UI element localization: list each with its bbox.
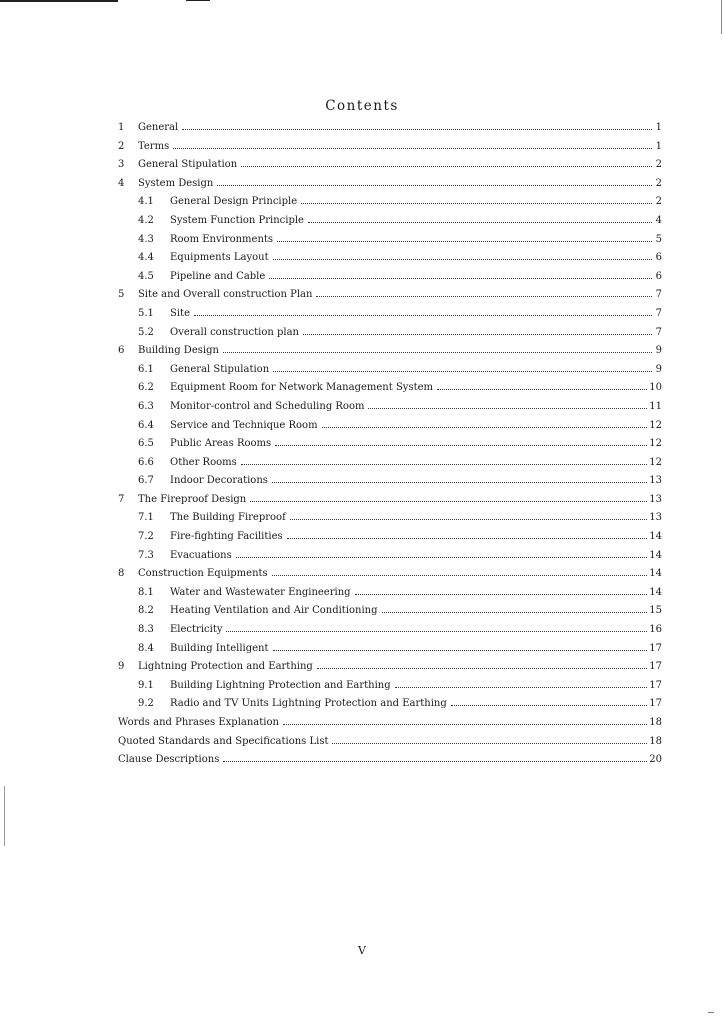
- toc-dot-leader: [451, 705, 647, 706]
- toc-entry: [118, 138, 662, 157]
- toc-entry-page: 7: [655, 289, 662, 301]
- toc-entry-number: 4.4: [138, 252, 154, 264]
- toc-entry-page: 18: [649, 735, 662, 747]
- toc-entry: [118, 417, 662, 436]
- toc-entry: [118, 565, 662, 584]
- toc-entry-page: 5: [655, 233, 662, 245]
- toc-entry-page: 12: [649, 419, 662, 431]
- toc-entry: [118, 751, 662, 770]
- toc-entry-number: 8.2: [138, 605, 154, 617]
- toc-entry-label: Clause Descriptions: [118, 754, 220, 766]
- toc-entry-page: 17: [649, 679, 662, 691]
- toc-entry-page: 14: [649, 586, 662, 598]
- toc-entry: [118, 491, 662, 510]
- toc-entry-label: Indoor Decorations: [170, 475, 268, 487]
- toc-entry-label: Pipeline and Cable: [170, 270, 266, 282]
- toc-entry-label: System Design: [138, 177, 214, 189]
- toc-dot-leader: [223, 352, 652, 353]
- toc-entry-number: 6.3: [138, 400, 154, 412]
- toc-entry-label: Electricity: [170, 624, 223, 636]
- toc-dot-leader: [368, 408, 647, 409]
- toc-entry: [118, 454, 662, 473]
- toc-entry: [118, 268, 662, 287]
- toc-entry-label: Building Design: [138, 345, 219, 357]
- toc-entry: [118, 472, 662, 491]
- toc-dot-leader: [332, 743, 647, 744]
- toc-entry-label: General: [138, 122, 179, 133]
- toc-dot-leader: [287, 538, 648, 539]
- toc-entry-page: 12: [649, 456, 662, 468]
- toc-dot-leader: [223, 761, 647, 762]
- toc-dot-leader: [236, 557, 648, 558]
- toc-entry-label: General Stipulation: [170, 363, 270, 375]
- toc-entry-page: 16: [649, 624, 662, 636]
- toc-entry: [118, 584, 662, 603]
- scan-edge-line: [0, 0, 118, 2]
- toc-entry-number: 4.5: [138, 270, 154, 282]
- toc-entry: [118, 305, 662, 324]
- toc-entry-page: 13: [649, 493, 662, 505]
- toc-entry: [118, 212, 662, 231]
- toc-dot-leader: [355, 594, 648, 595]
- table-of-contents: [118, 119, 662, 770]
- scan-edge-line: [708, 1012, 714, 1013]
- page-title: Contents: [325, 98, 399, 114]
- toc-entry-label: Room Environments: [170, 233, 274, 245]
- toc-entry-page: 2: [655, 196, 662, 208]
- toc-entry-number: 8: [118, 568, 125, 580]
- toc-entry-label: The Fireproof Design: [138, 493, 247, 505]
- toc-entry-number: 4.3: [138, 233, 154, 245]
- toc-entry: [118, 342, 662, 361]
- toc-dot-leader: [303, 334, 652, 335]
- toc-dot-leader: [382, 612, 648, 613]
- toc-entry-label: Public Areas Rooms: [170, 438, 272, 450]
- toc-entry-number: 6.2: [138, 382, 154, 394]
- toc-entry-label: Quoted Standards and Specifications List: [118, 735, 329, 747]
- toc-entry: [118, 695, 662, 714]
- toc-entry-label: Evacuations: [170, 549, 232, 561]
- toc-entry: [118, 640, 662, 659]
- toc-dot-leader: [322, 427, 648, 428]
- toc-dot-leader: [269, 278, 652, 279]
- toc-entry-number: 4.2: [138, 214, 154, 226]
- toc-dot-leader: [275, 445, 647, 446]
- toc-entry-number: 7.2: [138, 531, 154, 543]
- toc-entry-page: 18: [649, 717, 662, 728]
- scan-edge-line: [4, 786, 5, 846]
- toc-entry-label: Building Intelligent: [170, 642, 269, 654]
- toc-dot-leader: [273, 371, 652, 372]
- toc-entry-page: 2: [655, 177, 662, 189]
- toc-entry: [118, 509, 662, 528]
- toc-dot-leader: [317, 668, 647, 669]
- toc-entry: [118, 733, 662, 752]
- toc-dot-leader: [273, 650, 648, 651]
- toc-entry-page: 17: [649, 698, 662, 710]
- toc-entry-number: 6: [118, 345, 125, 357]
- toc-entry-number: 3: [118, 159, 125, 171]
- toc-entry-label: General Design Principle: [170, 196, 298, 208]
- toc-entry-label: Site and Overall construction Plan: [138, 289, 313, 301]
- toc-entry: [118, 361, 662, 380]
- toc-entry-page: 15: [649, 605, 662, 617]
- toc-entry-page: 13: [649, 512, 662, 524]
- toc-entry-number: 7.1: [138, 512, 154, 524]
- toc-entry-label: Radio and TV Units Lightning Protection and Earthing: [170, 698, 447, 710]
- toc-dot-leader: [395, 687, 648, 688]
- toc-entry-number: 6.4: [138, 419, 154, 431]
- toc-entry: [118, 602, 662, 621]
- toc-entry-number: 4: [118, 177, 125, 189]
- toc-entry-label: Building Lightning Protection and Earthing: [170, 679, 391, 691]
- toc-entry-page: 2: [655, 159, 662, 171]
- toc-entry-label: Site: [170, 307, 190, 319]
- toc-entry-label: Monitor-control and Scheduling Room: [170, 400, 365, 412]
- toc-entry-label: Construction Equipments: [138, 568, 268, 580]
- toc-entry-number: 5.1: [138, 307, 154, 319]
- toc-entry-number: 6.5: [138, 438, 154, 450]
- toc-entry-label: Service and Technique Room: [170, 419, 318, 431]
- toc-dot-leader: [272, 482, 647, 483]
- toc-entry: [118, 621, 662, 640]
- toc-dot-leader: [283, 724, 647, 725]
- scan-edge-line: [186, 0, 210, 1]
- toc-entry: [118, 119, 662, 138]
- toc-dot-leader: [277, 241, 652, 242]
- toc-dot-leader: [241, 464, 648, 465]
- toc-entry: [118, 547, 662, 566]
- toc-entry-number: 9: [118, 661, 125, 673]
- toc-entry-page: 17: [649, 661, 662, 673]
- toc-entry-label: Water and Wastewater Engineering: [170, 586, 351, 598]
- toc-dot-leader: [226, 631, 647, 632]
- toc-entry-label: System Function Principle: [170, 214, 304, 226]
- toc-entry-page: 1: [655, 122, 662, 133]
- toc-entry: [118, 435, 662, 454]
- toc-dot-leader: [273, 259, 652, 260]
- toc-dot-leader: [290, 519, 647, 520]
- toc-dot-leader: [182, 129, 652, 130]
- toc-entry: [118, 231, 662, 250]
- toc-entry-page: 11: [649, 400, 662, 412]
- toc-dot-leader: [241, 166, 652, 167]
- toc-entry-page: 14: [649, 549, 662, 561]
- toc-entry: [118, 193, 662, 212]
- toc-entry-label: Fire-fighting Facilities: [170, 531, 283, 543]
- toc-entry: [118, 249, 662, 268]
- toc-entry: [118, 156, 662, 175]
- toc-entry-label: Words and Phrases Explanation: [118, 717, 279, 728]
- toc-entry-number: 7.3: [138, 549, 154, 561]
- toc-dot-leader: [272, 575, 648, 576]
- toc-entry-label: Lightning Protection and Earthing: [138, 661, 313, 673]
- toc-entry-number: 8.4: [138, 642, 154, 654]
- toc-entry-page: 17: [649, 642, 662, 654]
- toc-entry: [118, 714, 662, 733]
- toc-entry-number: 1: [118, 122, 125, 133]
- toc-entry-page: 9: [655, 345, 662, 357]
- toc-entry: [118, 379, 662, 398]
- toc-entry-page: 9: [655, 363, 662, 375]
- toc-entry-label: Terms: [138, 140, 170, 152]
- toc-dot-leader: [250, 501, 647, 502]
- toc-entry-page: 12: [649, 438, 662, 450]
- toc-entry-number: 7: [118, 493, 125, 505]
- toc-entry-page: 6: [655, 252, 662, 264]
- toc-entry: [118, 658, 662, 677]
- toc-entry-number: 5.2: [138, 326, 154, 338]
- toc-entry-number: 8.1: [138, 586, 154, 598]
- toc-entry-label: The Building Fireproof: [170, 512, 286, 524]
- toc-entry-number: 5: [118, 289, 125, 301]
- toc-dot-leader: [173, 148, 652, 149]
- toc-entry-label: General Stipulation: [138, 159, 238, 171]
- toc-entry: [118, 528, 662, 547]
- toc-entry-label: Equipments Layout: [170, 252, 269, 264]
- toc-entry-number: 4.1: [138, 196, 154, 208]
- toc-entry: [118, 677, 662, 696]
- toc-entry-label: Overall construction plan: [170, 326, 299, 338]
- toc-entry-label: Equipment Room for Network Management System: [170, 382, 433, 394]
- scan-edge-line: [721, 0, 722, 34]
- toc-entry-page: 4: [655, 214, 662, 226]
- toc-entry-number: 6.7: [138, 475, 154, 487]
- toc-entry-page: 6: [655, 270, 662, 282]
- toc-entry-number: 8.3: [138, 624, 154, 636]
- toc-dot-leader: [308, 222, 652, 223]
- toc-entry: [118, 398, 662, 417]
- page-number: V: [358, 944, 366, 957]
- toc-entry-label: Heating Ventilation and Air Conditioning: [170, 605, 378, 617]
- toc-dot-leader: [437, 389, 647, 390]
- toc-entry-label: Other Rooms: [170, 456, 237, 468]
- toc-entry-number: 6.1: [138, 363, 154, 375]
- toc-entry-page: 14: [649, 531, 662, 543]
- toc-entry-page: 7: [655, 307, 662, 319]
- toc-entry-page: 13: [649, 475, 662, 487]
- toc-dot-leader: [301, 203, 652, 204]
- toc-dot-leader: [316, 296, 652, 297]
- toc-entry: [118, 324, 662, 343]
- toc-entry-page: 20: [649, 754, 662, 766]
- toc-entry-page: 10: [649, 382, 662, 394]
- toc-entry-number: 6.6: [138, 456, 154, 468]
- toc-entry-number: 9.1: [138, 679, 154, 691]
- toc-entry-page: 1: [655, 140, 662, 152]
- toc-entry-number: 9.2: [138, 698, 154, 710]
- toc-entry-page: 14: [649, 568, 662, 580]
- toc-dot-leader: [217, 185, 652, 186]
- toc-entry-page: 7: [655, 326, 662, 338]
- toc-entry-number: 2: [118, 140, 125, 152]
- toc-entry: [118, 286, 662, 305]
- toc-entry: [118, 175, 662, 194]
- toc-dot-leader: [194, 315, 652, 316]
